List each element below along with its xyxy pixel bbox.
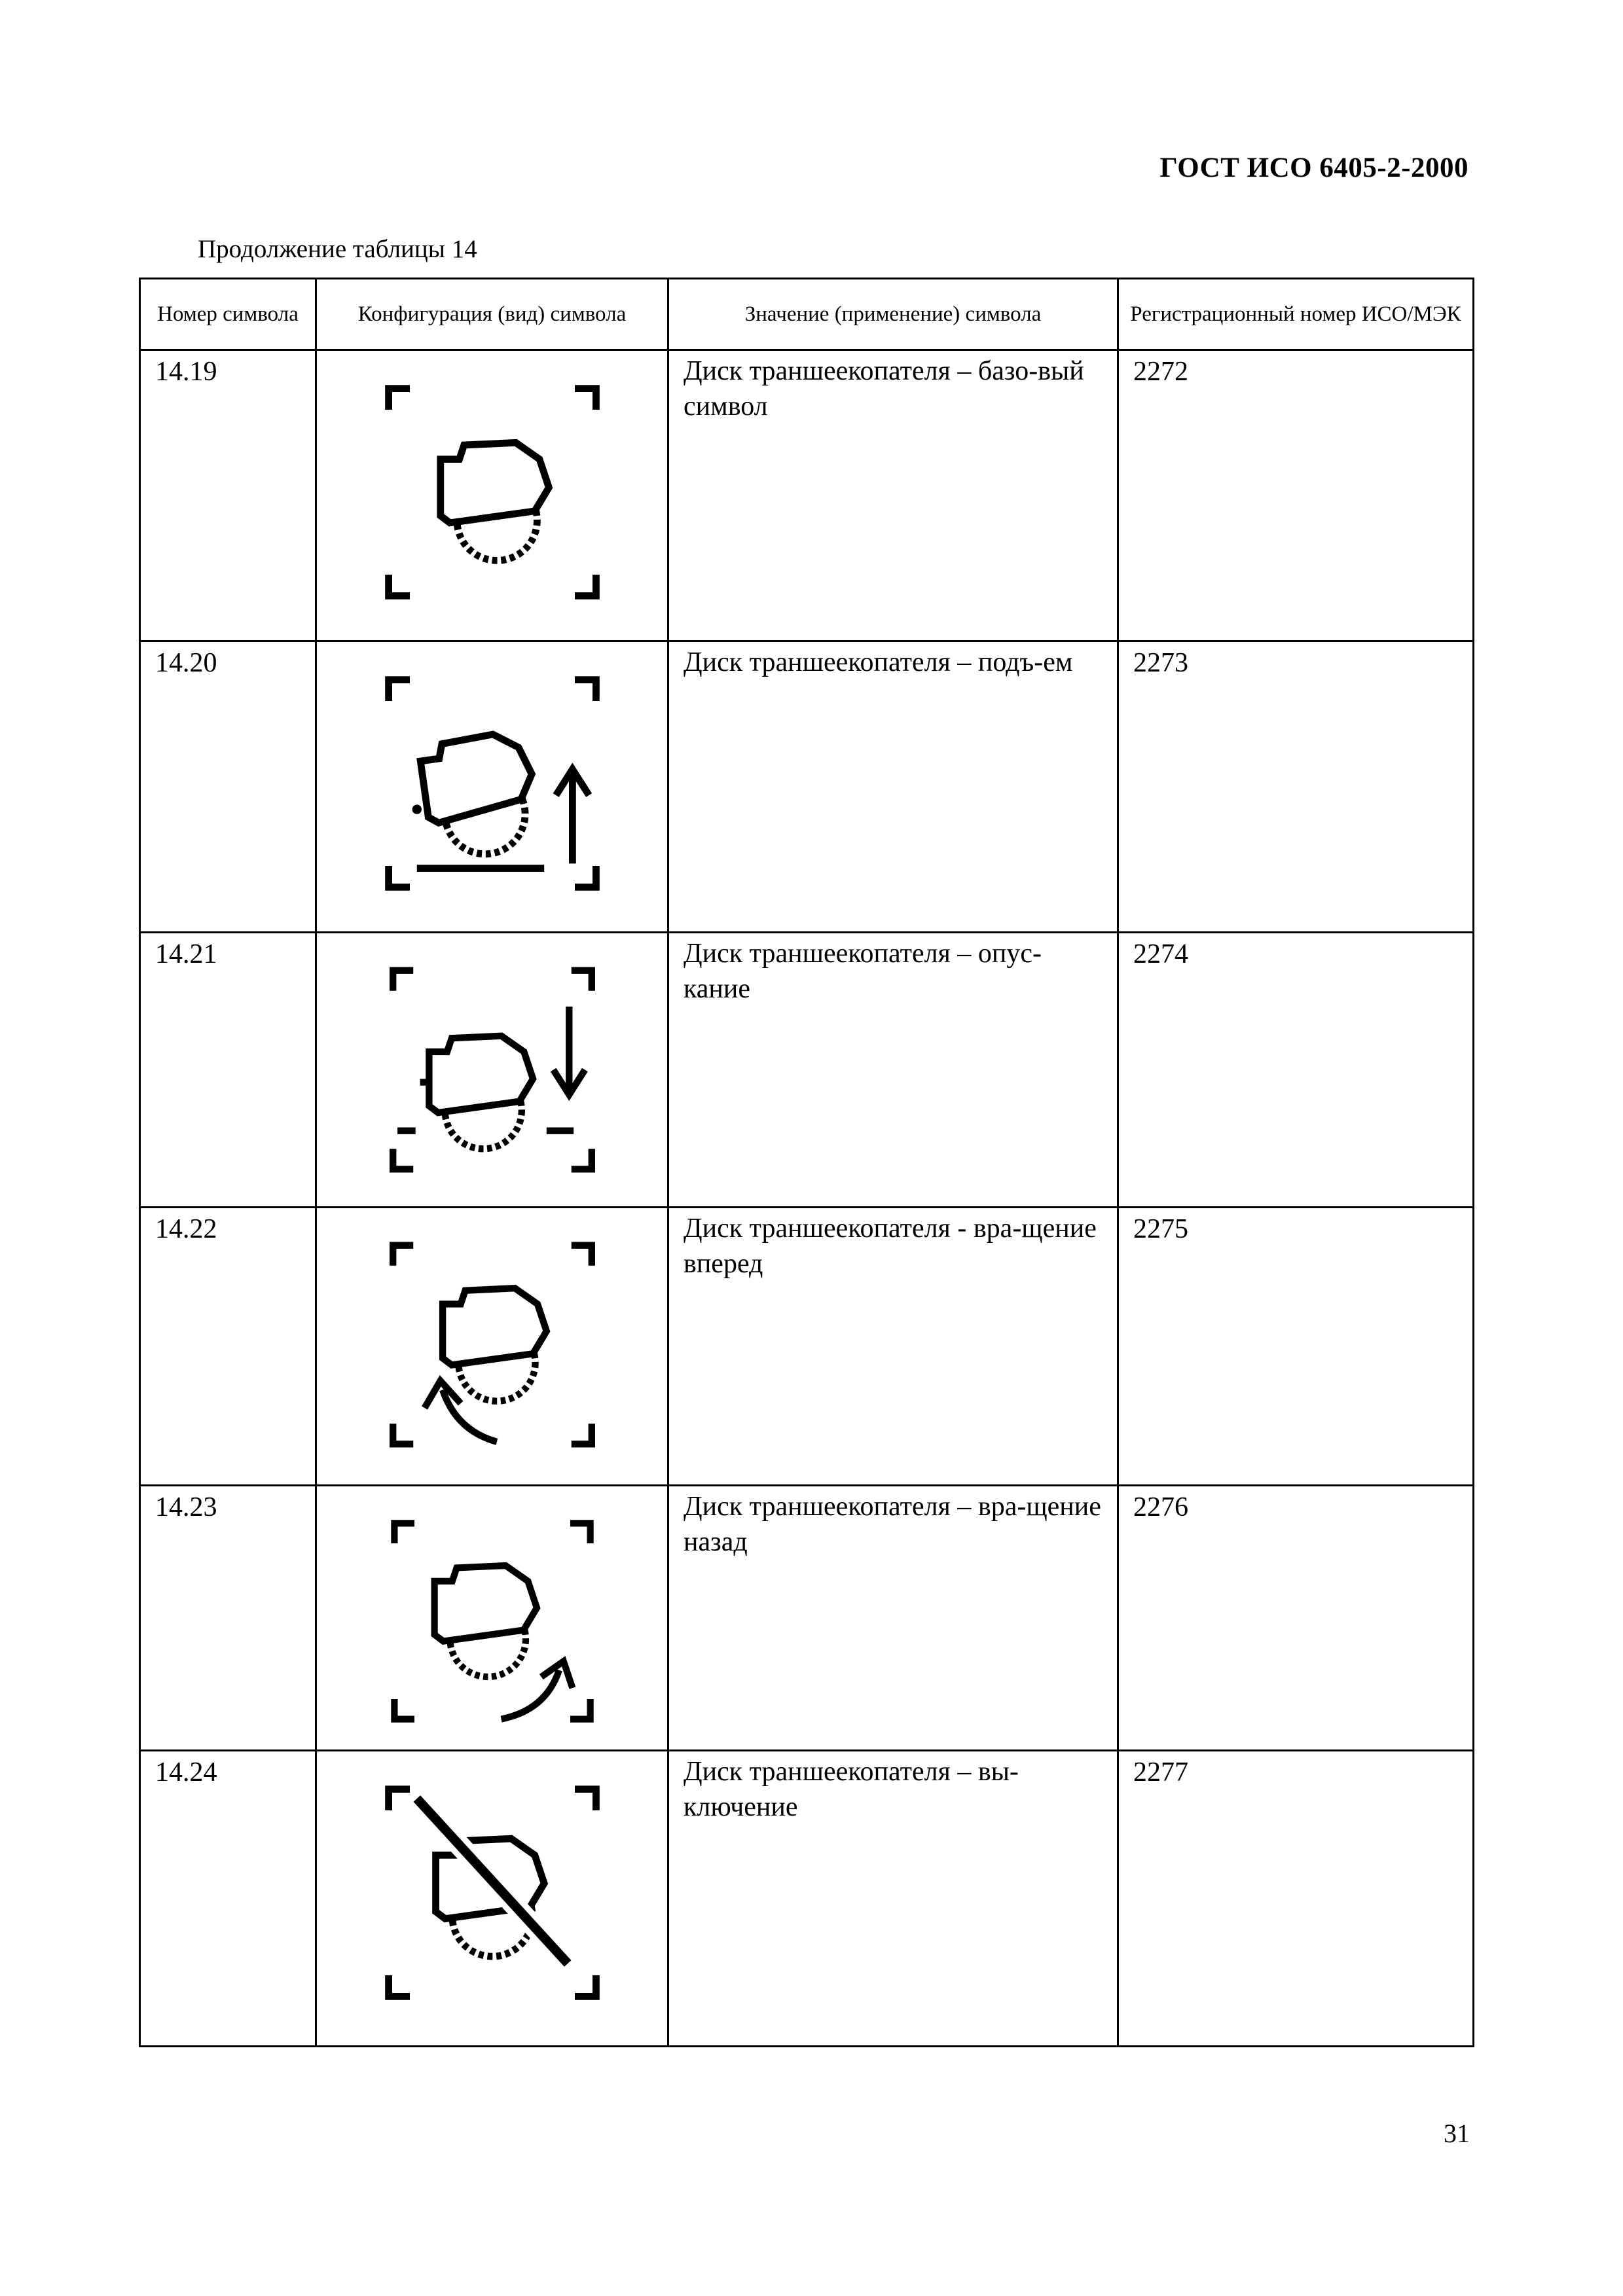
symbol-cell (316, 1208, 668, 1486)
registration-number: 2277 (1118, 1751, 1474, 2047)
symbol-number: 14.20 (140, 641, 316, 933)
document-header: ГОСТ ИСО 6405-2-2000 (1159, 152, 1468, 183)
symbol-meaning: Диск траншеекопателя – вы-ключение (668, 1751, 1118, 2047)
table-row (140, 1486, 1474, 1751)
trencher-disc-forward-rotation-icon (371, 1232, 613, 1458)
symbol-cell (316, 350, 668, 641)
symbol-number: 14.23 (140, 1486, 316, 1751)
table-caption: Продолжение таблицы 14 (198, 235, 477, 263)
symbol-number: 14.24 (140, 1751, 316, 2047)
symbol-cell (316, 933, 668, 1208)
symbols-table (139, 278, 1474, 2047)
registration-number: 2276 (1118, 1486, 1474, 1751)
header-configuration: Конфигурация (вид) символа (316, 279, 668, 350)
trencher-disc-reverse-rotation-icon (371, 1510, 613, 1732)
table-row (140, 350, 1474, 641)
trencher-disc-basic-icon (371, 374, 613, 610)
table-row (140, 641, 1474, 933)
symbol-meaning: Диск траншеекопателя – базо-вый символ (668, 350, 1118, 641)
trencher-disc-lower-icon (371, 957, 613, 1183)
table-row (140, 1751, 1474, 2047)
symbol-number: 14.21 (140, 933, 316, 1208)
table-row (140, 933, 1474, 1208)
symbol-meaning: Диск траншеекопателя – опус-кание (668, 933, 1118, 1208)
symbol-number: 14.22 (140, 1208, 316, 1486)
header-registration: Регистрационный номер ИСО/МЭК (1118, 279, 1474, 350)
trencher-disc-raise-icon (371, 666, 613, 901)
page-number: 31 (1444, 2119, 1470, 2148)
symbol-number: 14.19 (140, 350, 316, 641)
header-meaning: Значение (применение) символа (668, 279, 1118, 350)
registration-number: 2275 (1118, 1208, 1474, 1486)
trencher-disc-off-icon (371, 1775, 613, 2011)
symbol-meaning: Диск траншеекопателя – подъ-ем (668, 641, 1118, 933)
table-row (140, 1208, 1474, 1486)
registration-number: 2272 (1118, 350, 1474, 641)
symbol-meaning: Диск траншеекопателя - вра-щение вперед (668, 1208, 1118, 1486)
registration-number: 2274 (1118, 933, 1474, 1208)
symbol-cell (316, 641, 668, 933)
symbol-cell (316, 1486, 668, 1751)
registration-number: 2273 (1118, 641, 1474, 933)
symbol-cell (316, 1751, 668, 2047)
symbol-meaning: Диск траншеекопателя – вра-щение назад (668, 1486, 1118, 1751)
table-header-row (140, 279, 1474, 350)
header-number: Номер символа (140, 279, 316, 350)
